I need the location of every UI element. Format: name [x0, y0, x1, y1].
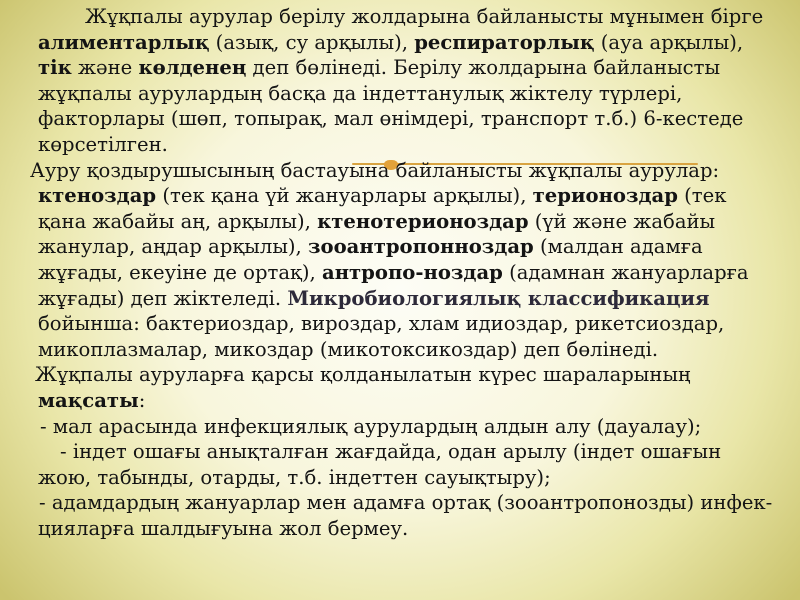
term-goal: мақсаты — [38, 388, 139, 412]
text-content — [30, 4, 780, 541]
text-span: Жұқпалы ауруларға қарсы қолданылатын күрес шараларының — [35, 363, 691, 387]
term-microbiological-classification: Микробиологиялық классификация — [287, 286, 710, 310]
text-span: (ауа арқылы), — [594, 30, 744, 54]
text-span: (азық, су арқылы), — [209, 30, 415, 54]
term-horizontal: көлденең — [138, 56, 247, 80]
term-vertical: тік — [38, 56, 72, 80]
term-alimentary: алиментарлық — [38, 30, 210, 54]
paragraph-goal — [35, 362, 780, 413]
term-anthroponoses: антропо-ноздар — [322, 260, 503, 284]
term-respiratory: респираторлық — [414, 30, 595, 54]
term-ktenotherionoses: ктенотерионоздар — [317, 209, 529, 233]
text-span: (малдан адамға жұғады, екеуіне де ортақ), — [38, 235, 703, 284]
term-therionoses: терионоздар — [532, 184, 678, 208]
list-item: - мал арасында инфекциялық аурулардың алдын алу (дауалау); — [40, 414, 702, 438]
text-span: (тек қана жабайы аң, арқылы), — [38, 184, 727, 233]
text-span: және — [71, 56, 139, 80]
term-zooanthroponoses: зооантропонноздар — [308, 235, 534, 259]
list-item: - індет ошағы анықталған жағдайда, одан арылу (індет ошағын жою, табынды, отарды, т.б. індеттен сауықтыру); — [38, 440, 722, 489]
text-span: Ауру қоздырушысының бастауына байланысты жұқпалы аурулар: — [30, 158, 720, 182]
text-span: деп бөлінеді. Берілу жолдарына байланысты жұқпалы аурулардың басқа да індеттанулық жіктелу түрлері, факторлары (шөп, топырақ, мал өнімдері, транспорт т.б.) 6-кестеде көрсетілген. — [38, 56, 744, 156]
list-item: - адамдардың жануарлар мен адамға ортақ (зооантропонозды) инфек-цияларға шалдығуына жол бермеу. — [38, 491, 773, 540]
paragraph-transmission — [38, 4, 780, 158]
term-ktenoses: ктеноздар — [38, 184, 157, 208]
text-span: (адамнан жануарларға жұғады) деп жіктеледі. — [38, 260, 749, 310]
text-span: (үй және жабайы жанулар, аңдар арқылы), — [38, 209, 716, 259]
text-span: бойынша: бактериоздар, вироздар, хлам идиоздар, рикетсиоздар, микоплазмалар, микоздар (микотоксикоздар) деп бөлінеді. — [38, 312, 725, 361]
text-span: (тек қана үй жануарлары арқылы), — [156, 184, 533, 208]
text-span: : — [138, 388, 146, 412]
paragraph-sources — [30, 158, 780, 363]
text-span: Жұқпалы аурулар берілу жолдарына байланысты мұнымен бірге — [85, 5, 764, 28]
